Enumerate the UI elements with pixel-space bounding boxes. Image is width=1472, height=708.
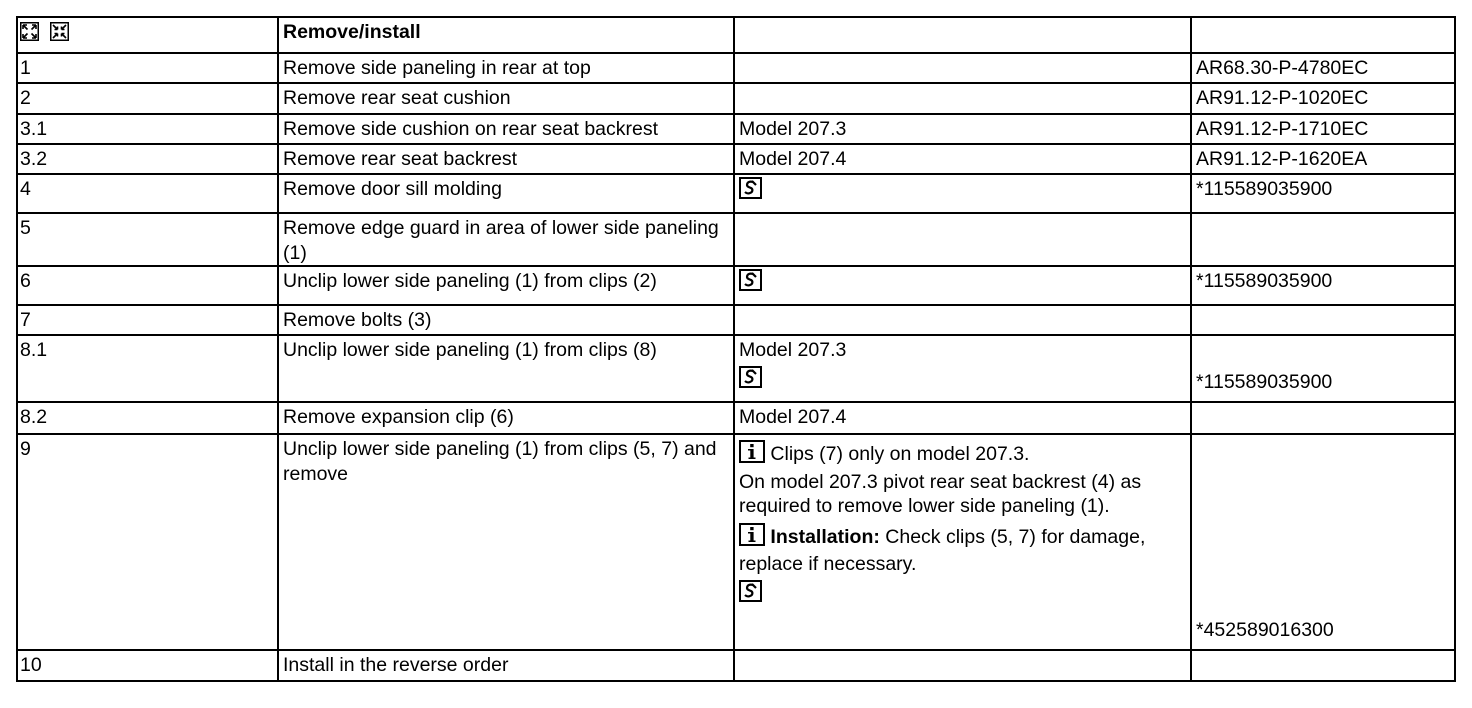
table-header-row xyxy=(17,17,1455,53)
step-reference[interactable]: AR68.30-P-4780EC xyxy=(1191,53,1455,83)
step-number: 3.2 xyxy=(17,144,278,174)
step-note-cell xyxy=(734,434,1191,650)
tool-icon[interactable] xyxy=(739,580,762,609)
step-number: 8.1 xyxy=(17,335,278,402)
step-note-cell xyxy=(734,174,1191,213)
step-reference-cell xyxy=(1191,335,1455,402)
table-row xyxy=(17,114,1455,144)
step-action: Install in the reverse order xyxy=(278,650,734,681)
header-empty-cell xyxy=(734,17,1191,53)
table-row xyxy=(17,53,1455,83)
step-reference[interactable]: *452589016300 xyxy=(1196,618,1334,641)
table-row xyxy=(17,174,1455,213)
step-note xyxy=(734,650,1191,681)
step-number: 10 xyxy=(17,650,278,681)
step-reference[interactable]: AR91.12-P-1710EC xyxy=(1191,114,1455,144)
table-row xyxy=(17,650,1455,681)
step-reference[interactable]: *115589035900 xyxy=(1191,174,1455,213)
step-note: Model 207.3 xyxy=(734,114,1191,144)
table-row xyxy=(17,144,1455,174)
step-number: 4 xyxy=(17,174,278,213)
table-row xyxy=(17,83,1455,114)
step-reference xyxy=(1191,305,1455,335)
step-reference xyxy=(1191,213,1455,266)
step-note xyxy=(734,83,1191,114)
table-row xyxy=(17,434,1455,650)
step-note xyxy=(734,305,1191,335)
step-note: Model 207.3 xyxy=(739,339,847,361)
collapse-icon[interactable] xyxy=(50,22,69,48)
step-action: Unclip lower side paneling (1) from clips (5, 7) and remove xyxy=(278,434,734,650)
step-action: Remove bolts (3) xyxy=(278,305,734,335)
step-number: 8.2 xyxy=(17,402,278,434)
step-action: Remove expansion clip (6) xyxy=(278,402,734,434)
header-empty-cell xyxy=(1191,17,1455,53)
step-reference xyxy=(1191,402,1455,434)
header-icons-cell xyxy=(17,17,278,53)
info-note-3 xyxy=(739,523,1186,577)
step-action: Unclip lower side paneling (1) from clips (2) xyxy=(278,266,734,305)
tool-icon[interactable] xyxy=(739,177,762,206)
step-action: Remove edge guard in area of lower side paneling (1) xyxy=(278,213,734,266)
table-row xyxy=(17,335,1455,402)
step-number: 2 xyxy=(17,83,278,114)
step-note xyxy=(734,213,1191,266)
step-number: 1 xyxy=(17,53,278,83)
table-row xyxy=(17,402,1455,434)
step-reference xyxy=(1191,650,1455,681)
step-note-cell xyxy=(734,266,1191,305)
info-note-1 xyxy=(739,440,1186,470)
step-action: Remove rear seat backrest xyxy=(278,144,734,174)
expand-icon[interactable] xyxy=(20,22,39,48)
step-number: 7 xyxy=(17,305,278,335)
step-action: Remove rear seat cushion xyxy=(278,83,734,114)
procedure-table xyxy=(16,16,1456,682)
step-note: Model 207.4 xyxy=(734,402,1191,434)
table-row xyxy=(17,305,1455,335)
step-number: 3.1 xyxy=(17,114,278,144)
table-row xyxy=(17,266,1455,305)
step-reference[interactable]: *115589035900 xyxy=(1191,266,1455,305)
step-action: Remove side paneling in rear at top xyxy=(278,53,734,83)
installation-label: Installation: xyxy=(770,525,880,548)
step-action: Remove door sill molding xyxy=(278,174,734,213)
info-icon[interactable] xyxy=(739,523,765,553)
header-title: Remove/install xyxy=(278,17,734,53)
step-number: 6 xyxy=(17,266,278,305)
step-reference[interactable]: AR91.12-P-1020EC xyxy=(1191,83,1455,114)
step-reference[interactable]: *115589035900 xyxy=(1196,370,1333,393)
step-action: Remove side cushion on rear seat backrest xyxy=(278,114,734,144)
step-number: 9 xyxy=(17,434,278,650)
step-action: Unclip lower side paneling (1) from clips (8) xyxy=(278,335,734,402)
info-text: Clips (7) only on model 207.3. xyxy=(770,443,1030,465)
step-reference-cell xyxy=(1191,434,1455,650)
tool-icon[interactable] xyxy=(739,269,762,298)
tool-icon[interactable] xyxy=(739,366,762,395)
installation-text: Check clips (5, 7) for damage, replace if necessary. xyxy=(739,525,1146,575)
step-reference[interactable]: AR91.12-P-1620EA xyxy=(1191,144,1455,174)
info-note-2: On model 207.3 pivot rear seat backrest (4) as required to remove lower side paneling (1). xyxy=(739,470,1142,517)
step-note xyxy=(734,53,1191,83)
step-number: 5 xyxy=(17,213,278,266)
step-note-cell xyxy=(734,335,1191,402)
step-note: Model 207.4 xyxy=(734,144,1191,174)
info-icon[interactable] xyxy=(739,440,765,470)
table-row xyxy=(17,213,1455,266)
